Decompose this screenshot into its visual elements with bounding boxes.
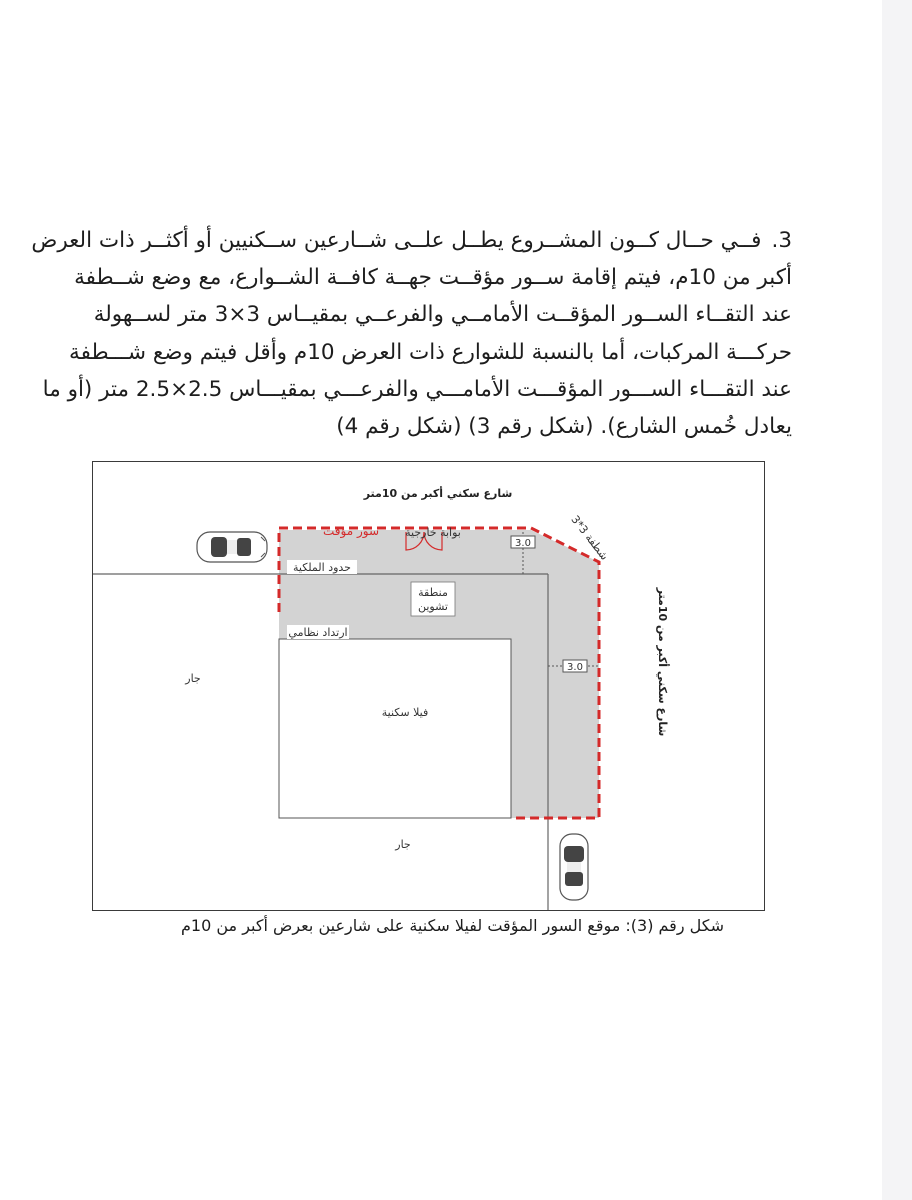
paragraph-3 [31, 222, 792, 445]
paragraph-line-6: يعادل خُمس الشارع). (شكل رقم 3) (شكل رقم 4) [336, 414, 792, 440]
villa-outline [279, 639, 511, 818]
neighbor-bottom-label: جار [395, 838, 411, 851]
storage-area-label-line-2: تشوين [418, 600, 448, 613]
neighbor-left-label: جار [185, 672, 201, 685]
car-top-view-icon [560, 834, 588, 900]
page-edge [882, 0, 912, 1200]
street-right-label: شارع سكني أكبر من 10متر [656, 587, 669, 737]
paragraph-line-3: عند التقــاء الســور المؤقــت الأمامــي والفرعــي بمقيــاس 3×3 متر لســهولة [93, 302, 792, 328]
site-plan-figure [92, 461, 765, 911]
paragraph-number: 3. [771, 228, 792, 253]
chamfer-label: شطفة 3*3 [568, 513, 612, 563]
paragraph-line-5: عند التقـــاء الســـور المؤقـــت الأمامـــي والفرعـــي بمقيـــاس 2.5×2.5 متر (أو ما [42, 376, 792, 402]
paragraph-line-1 [31, 222, 792, 259]
paragraph-line-4: حركـــة المركبات، أما بالنسبة للشوارع ذات العرض 10م وأقل فيتم وضع شـــطفة [69, 339, 792, 365]
storage-area-label-line-1: منطقة [418, 586, 448, 599]
dimension-top-label: 3.0 [515, 538, 531, 549]
paragraph-line-2: أكبر من 10م، فيتم إقامة ســور مؤقــت جهــة كافــة الشــوارع، مع وضع شــطفة [74, 265, 792, 291]
setback-label: ارتداد نظامي [288, 626, 348, 639]
temporary-fence-label: سور مؤقت [322, 524, 380, 538]
site-plan-diagram [93, 462, 764, 910]
villa-label: فيلا سكنية [381, 706, 429, 719]
street-top-label: شارع سكني أكبر من 10متر [363, 487, 513, 500]
figure-caption: شكل رقم (3): موقع السور المؤقت لفيلا سكنية على شارعين بعرض أكبر من 10م [181, 916, 724, 935]
paragraph-line-1-text: فــي حــال كــون المشــروع يطــل علــى شــارعين ســكنيين أو أكثــر ذات العرض [31, 228, 762, 253]
external-gate-label: بوابة خارجية [405, 526, 461, 539]
dimension-right-label: 3.0 [567, 662, 583, 673]
car-top-view-icon [197, 532, 267, 562]
property-line-label: حدود الملكية [293, 561, 351, 574]
